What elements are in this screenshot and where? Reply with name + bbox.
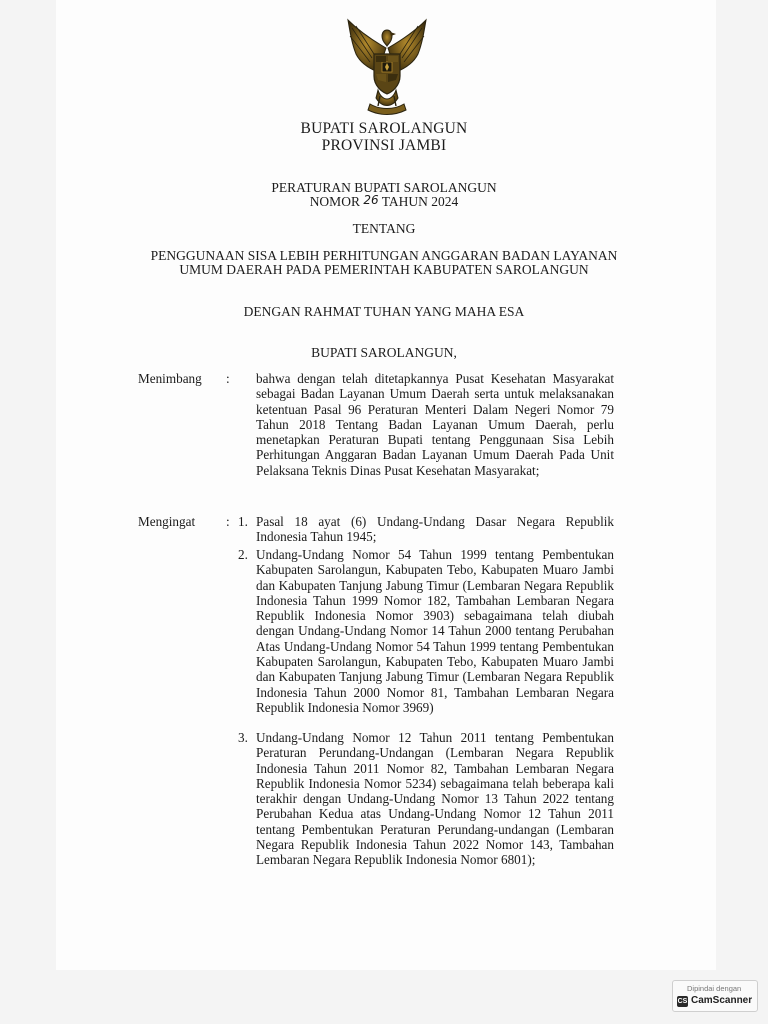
menimbang-label: Menimbang	[138, 371, 202, 386]
camscanner-icon: CS	[677, 998, 688, 1005]
garuda-emblem-icon	[342, 18, 432, 118]
mengingat-colon: :	[226, 514, 230, 529]
item-2-number: 2.	[238, 547, 248, 562]
item-1-text: Pasal 18 ayat (6) Undang-Undang Dasar Negara Republik Indonesia Tahun 1945;	[256, 514, 614, 545]
authority-line: BUPATI SAROLANGUN,	[311, 345, 457, 360]
subject-line-2: UMUM DAERAH PADA PEMERINTAH KABUPATEN SAROLANGUN	[179, 262, 589, 277]
regent-title: BUPATI SAROLANGUN	[300, 120, 468, 137]
menimbang-text: bahwa dengan telah ditetapkannya Pusat Kesehatan Masyarakat sebagai Badan Layanan Umum Daerah serta untuk melaksanakan ketentuan Pasal 96 Peraturan Menteri Dalam Negeri Nomor 79 Tahun 2018 Tentang Badan Layanan Umum Daerah, perlu menetapkan Peraturan Bupati tentang Penggunaan Sisa Lebih Perhitungan Anggaran Badan Layanan Umum Daerah Pada Unit Pelaksana Teknis Dinas Pusat Kesehatan Masyarakat;	[256, 371, 614, 478]
item-3-text: Undang-Undang Nomor 12 Tahun 2011 tentang Pembentukan Peraturan Perundang-Undangan (Lembaran Negara Republik Indonesia Tahun 2011 Nomor 82, Tambahan Lembaran Negara Republik Indonesia Nomor 5234) sebagaimana telah beberapa kali terakhir dengan Undang-Undang Nomor 13 Tahun 2022 tentang Perubahan Kedua atas Undang-Undang Nomor 12 Tahun 2011 tentang Pembentukan Peraturan Perundang-undangan (Lembaran Negara Republik Indonesia Tahun 2022 Nomor 143, Tambahan Lembaran Negara Republik Indonesia Nomor 6801);	[256, 730, 614, 868]
handwritten-number: 26	[363, 193, 379, 207]
province-title: PROVINSI JAMBI	[321, 137, 447, 154]
item-3-number: 3.	[238, 730, 248, 745]
regulation-title: PERATURAN BUPATI SAROLANGUN	[271, 180, 497, 195]
mengingat-label: Mengingat	[138, 514, 196, 529]
scanner-caption: Dipindai dengan	[687, 984, 742, 993]
tentang-heading: TENTANG	[352, 221, 416, 236]
item-2-text: Undang-Undang Nomor 54 Tahun 1999 tentang Pembentukan Kabupaten Sarolangun, Kabupaten Tebo, Kabupaten Muaro Jambi dan Kabupaten Tanjung Jabung Timur (Lembaran Negara Republik Indonesia Tahun 1999 Nomor 182, Tambahan Lembaran Negara Republik Indonesia Nomor 3903) sebagaimana telah diubah dengan Undang-Undang Nomor 14 Tahun 2000 tentang Perubahan Atas Undang-Undang Nomor 54 Tahun 1999 tentang Pembentukan Kabupaten Sarolangun, Kabupaten Tebo, Kabupaten Muaro Jambi dan Kabupaten Tanjung Jabung Timur (Lembaran Negara Republik Indonesia Tahun 2000 Nomor 81, Tambahan Lembaran Negara Republik Indonesia Nomor 3969)	[256, 547, 614, 715]
item-1-number: 1.	[238, 514, 248, 529]
scanner-brand: CamScanner	[691, 995, 753, 1006]
number-prefix: NOMOR	[309, 194, 360, 209]
subject-line-1: PENGGUNAAN SISA LEBIH PERHITUNGAN ANGGARAN BADAN LAYANAN	[150, 248, 618, 263]
menimbang-colon: :	[226, 371, 230, 386]
camscanner-badge	[672, 980, 758, 1012]
number-suffix: TAHUN 2024	[381, 194, 459, 209]
regulation-number	[0, 194, 768, 210]
blessing-line: DENGAN RAHMAT TUHAN YANG MAHA ESA	[243, 304, 525, 319]
